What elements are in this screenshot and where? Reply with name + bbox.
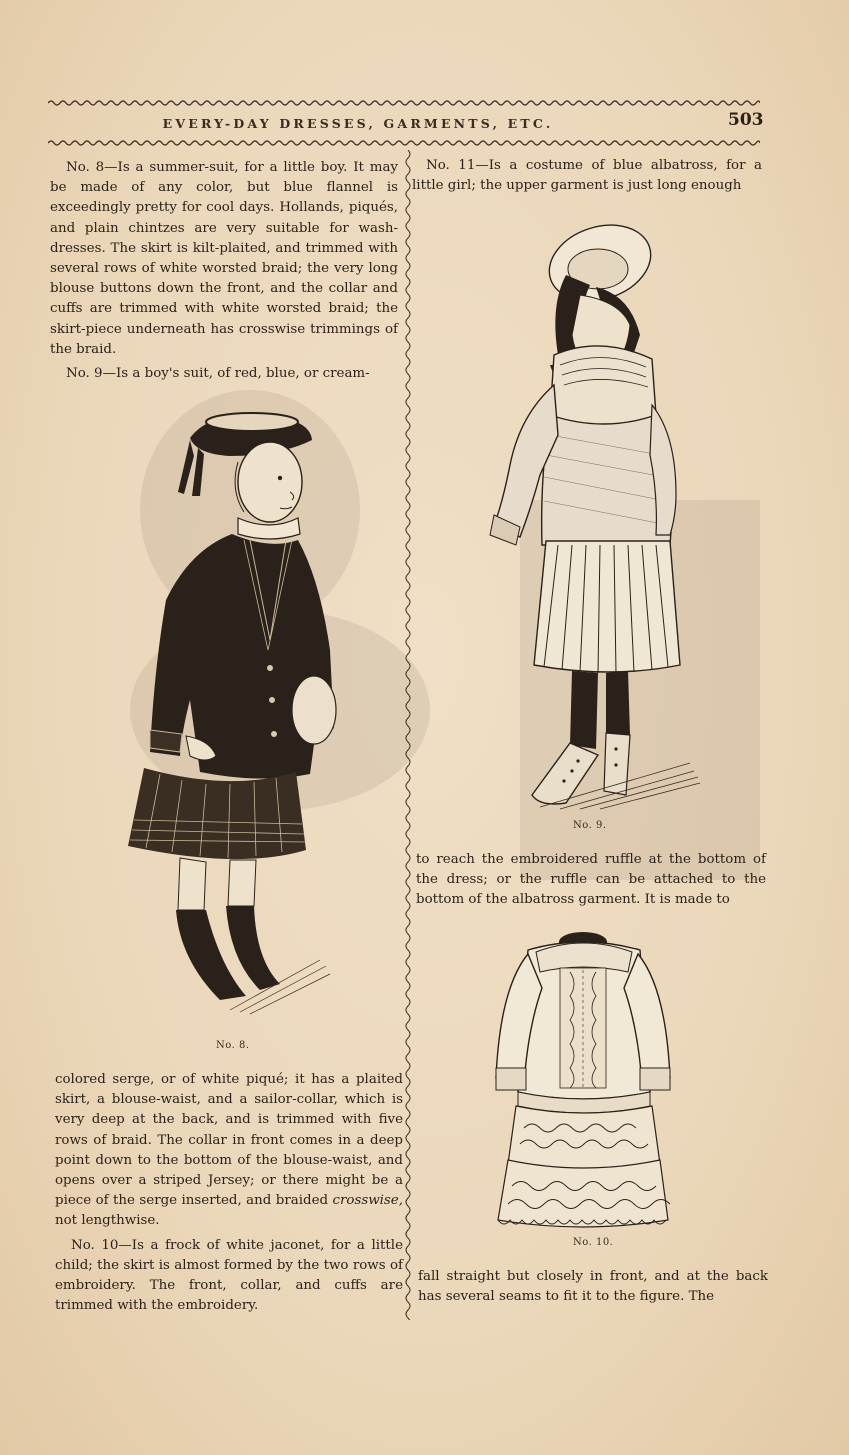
paragraph-no9-cont-b: not lengthwise. — [55, 1213, 160, 1229]
figure-no10-caption: No. 10. — [573, 1237, 614, 1248]
right-column-bottom-text — [418, 1267, 768, 1307]
paragraph-no11-end: fall straight but closely in front, and at the back has several seams to fit it to the figure. The — [418, 1269, 768, 1305]
paragraph-no9-start: No. 9—Is a boy's suit, of red, blue, or cream- — [66, 366, 370, 382]
paragraph-no9-emphasis: crosswise, — [332, 1193, 403, 1209]
figure-no8-caption: No. 8. — [216, 1040, 250, 1051]
figure-no9-illustration — [480, 215, 710, 815]
paragraph-no11-middle: to reach the embroidered ruffle at the bottom of the dress; or the ruffle can be attached to the bottom of the albatross garment. It is made to — [416, 852, 766, 908]
figure-no8-illustration — [120, 400, 350, 1030]
right-column-mid-text — [416, 850, 766, 911]
paragraph-no10: No. 10—Is a frock of white jaconet, for a little child; the skirt is almost formed by the two rows of embroidery. The front, collar, and cuffs are trimmed with the embroidery. — [55, 1237, 403, 1314]
right-column-top-text — [412, 156, 762, 196]
paragraph-no9-continued — [55, 1070, 403, 1232]
header-bottom-wavy-rule — [48, 138, 760, 148]
paragraph-no11-start: No. 11—Is a costume of blue albatross, for a little girl; the upper garment is just long enough — [412, 158, 762, 194]
left-column-top-text — [50, 158, 398, 384]
page-number: 503 — [728, 110, 764, 130]
paragraph-no8: No. 8—Is a summer-suit, for a little boy. It may be made of any color, but blue flannel is exceedingly pretty for cool days. Hollands, piqués, and plain chintzes are very suitable for wash-dresses. The skirt is kilt-plaited, and trimmed with several rows of white worsted braid; the very long blouse buttons down the front, and the collar and cuffs are trimmed with white worsted braid; the skirt-piece underneath has crosswise trimmings of the braid. — [50, 160, 398, 357]
running-header-title: EVERY-DAY DRESSES, GARMENTS, ETC. — [162, 116, 554, 131]
column-divider — [403, 150, 413, 1320]
left-column-bottom-text — [55, 1070, 403, 1316]
figure-no9-caption: No. 9. — [573, 820, 607, 831]
figure-no10-illustration — [488, 928, 678, 1233]
header-top-wavy-rule — [48, 98, 760, 108]
paragraph-no9-cont-a: colored serge, or of white piqué; it has a plaited skirt, a blouse-waist, and a sailor-collar, which is very deep at the back, and is trimmed with five rows of braid. The collar in front comes in a deep point down to the bottom of the blouse-waist, and opens over a striped Jersey; or there might be a piece of the serge inserted, and braided — [55, 1072, 403, 1209]
